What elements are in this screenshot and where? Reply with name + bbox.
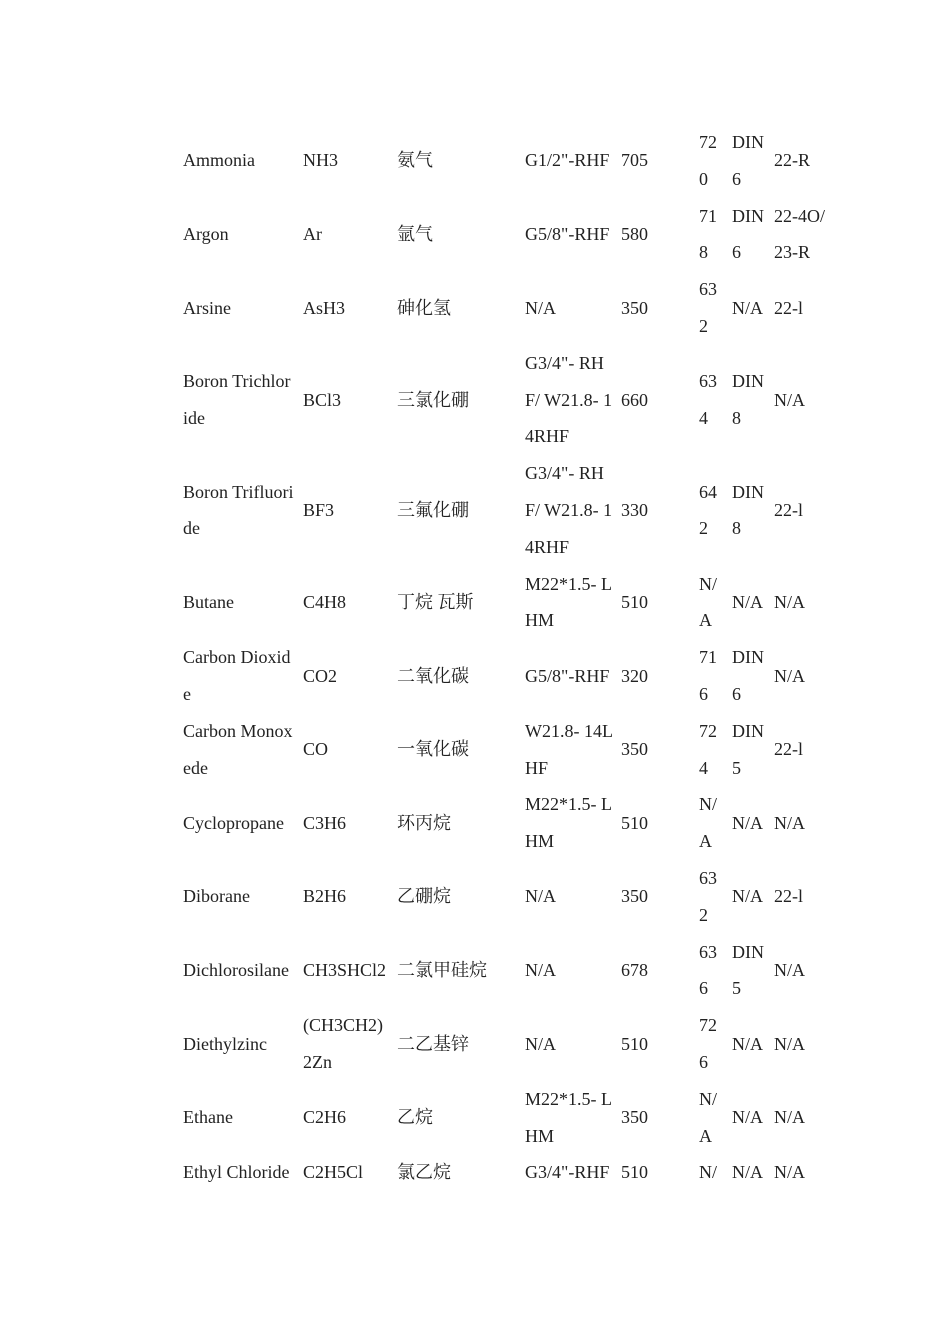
din-cell: N/A (732, 1107, 763, 1128)
din-cell: DIN 5 (732, 720, 764, 778)
connection-cell: G5/8"-RHF (525, 665, 610, 686)
formula-cell: B2H6 (303, 886, 347, 907)
reference-cell: N/A (774, 1033, 805, 1054)
reference-cell: 22-4O/ 23-R (774, 205, 825, 263)
cga-cell: N/ A (699, 573, 717, 631)
chinese-name-cell: 乙硼烷 (397, 886, 451, 907)
cga-cell: 718 (699, 205, 717, 263)
formula-cell: Ar (303, 223, 322, 244)
connection-cell: N/A (525, 886, 556, 907)
formula-cell: C2H6 (303, 1107, 347, 1128)
gas-name-cell: Ethane (183, 1107, 233, 1128)
pressure-cell: 510 (621, 1033, 648, 1054)
din-cell: N/A (732, 886, 763, 907)
pressure-cell: 350 (621, 1107, 648, 1128)
chinese-name-cell: 乙烷 (397, 1107, 433, 1128)
table-row (179, 455, 836, 565)
table-row (179, 1007, 836, 1081)
din-cell: N/A (732, 812, 763, 833)
connection-cell: G3/4"- RHF/ W21.8- 14RHF (525, 463, 613, 557)
table-row (179, 566, 836, 640)
gas-name-cell: Butane (183, 591, 234, 612)
formula-cell: CO2 (303, 665, 338, 686)
chinese-name-cell: 氯乙烷 (397, 1162, 451, 1183)
formula-cell: BF3 (303, 499, 335, 520)
connection-cell: G3/4"-RHF (525, 1162, 610, 1183)
reference-cell: N/A (774, 959, 805, 980)
reference-cell: N/A (774, 665, 805, 686)
formula-cell: BCl3 (303, 389, 342, 410)
formula-cell: CO (303, 739, 329, 760)
pressure-cell: 510 (621, 1162, 648, 1183)
cga-cell: 632 (699, 279, 717, 336)
reference-cell: 22-l (774, 886, 803, 907)
gas-name-cell: Argon (183, 223, 229, 244)
table-row (179, 934, 836, 1008)
cga-cell: 634 (699, 371, 717, 428)
reference-cell: N/A (774, 591, 805, 612)
gas-name-cell: Diborane (183, 886, 250, 907)
chinese-name-cell: 三氟化硼 (397, 499, 469, 520)
reference-cell: N/A (774, 389, 805, 410)
table-row (179, 713, 836, 787)
table-row (179, 1081, 836, 1155)
din-cell: N/A (732, 297, 763, 318)
table-row (179, 1154, 836, 1191)
chinese-name-cell: 环丙烷 (397, 812, 451, 833)
pressure-cell: 350 (621, 297, 648, 318)
cga-cell: N/ A (699, 794, 717, 852)
formula-cell: C3H6 (303, 812, 347, 833)
chinese-name-cell: 氨气 (397, 150, 433, 171)
connection-cell: M22*1.5- LHM (525, 573, 612, 631)
din-cell: N/A (732, 1033, 763, 1054)
reference-cell: N/A (774, 1107, 805, 1128)
gas-name-cell: Boron Trifluoride (183, 481, 294, 539)
gas-name-cell: Carbon Monoxede (183, 720, 293, 778)
table-row (179, 271, 836, 345)
cga-cell: 636 (699, 941, 717, 999)
pressure-cell: 320 (621, 665, 648, 686)
connection-cell: G3/4"- RHF/ W21.8- 14RHF (525, 352, 613, 447)
pressure-cell: 350 (621, 739, 648, 760)
din-cell: DIN 8 (732, 371, 764, 428)
table-row (179, 198, 836, 272)
chinese-name-cell: 二氧化碳 (397, 665, 469, 686)
gas-connection-table (179, 124, 836, 1191)
din-cell: DIN 6 (732, 132, 764, 189)
cga-cell: 716 (699, 647, 717, 704)
connection-cell: M22*1.5- LHM (525, 1088, 612, 1146)
reference-cell: 22-l (774, 739, 803, 760)
table-row (179, 345, 836, 455)
pressure-cell: 660 (621, 389, 648, 410)
reference-cell: 22-l (774, 499, 803, 520)
reference-cell: 22-R (774, 150, 810, 171)
din-cell: DIN 5 (732, 941, 764, 999)
table-row (179, 860, 836, 934)
gas-name-cell: Ammonia (183, 150, 255, 171)
chinese-name-cell: 二乙基锌 (397, 1033, 469, 1054)
gas-name-cell: Cyclopropane (183, 812, 284, 833)
formula-cell: C2H5Cl (303, 1162, 364, 1183)
pressure-cell: 580 (621, 223, 648, 244)
table-row (179, 639, 836, 713)
cga-cell: N/ (699, 1162, 717, 1183)
cga-cell: 632 (699, 867, 717, 925)
table-row (179, 786, 836, 860)
gas-name-cell: Dichlorosilane (183, 959, 289, 980)
din-cell: DIN 8 (732, 481, 764, 539)
chinese-name-cell: 三氯化硼 (397, 389, 469, 410)
reference-cell: N/A (774, 1162, 805, 1183)
pressure-cell: 678 (621, 959, 648, 980)
cga-cell: 720 (699, 132, 717, 189)
chinese-name-cell: 二氯甲硅烷 (397, 959, 487, 980)
formula-cell: C4H8 (303, 591, 347, 612)
gas-name-cell: Diethylzinc (183, 1033, 267, 1054)
connection-cell: M22*1.5- LHM (525, 794, 612, 852)
din-cell: DIN 6 (732, 647, 764, 704)
din-cell: N/A (732, 591, 763, 612)
formula-cell: CH3SHCl2 (303, 959, 387, 980)
chinese-name-cell: 一氧化碳 (397, 739, 469, 760)
pressure-cell: 510 (621, 812, 648, 833)
din-cell: DIN 6 (732, 205, 764, 263)
connection-cell: N/A (525, 297, 556, 318)
table-body (179, 124, 836, 1191)
formula-cell: (CH3CH2) 2Zn (303, 1015, 383, 1072)
connection-cell: G1/2"-RHF (525, 150, 610, 171)
chinese-name-cell: 丁烷 瓦斯 (397, 591, 474, 612)
din-cell: N/A (732, 1162, 763, 1183)
cga-cell: N/ A (699, 1088, 717, 1146)
chinese-name-cell: 砷化氢 (397, 297, 451, 318)
gas-name-cell: Carbon Dioxide (183, 647, 291, 704)
formula-cell: NH3 (303, 150, 338, 171)
pressure-cell: 330 (621, 499, 648, 520)
gas-name-cell: Ethyl Chloride (183, 1162, 290, 1183)
connection-cell: W21.8- 14LHF (525, 720, 613, 778)
cga-cell: 726 (699, 1015, 717, 1072)
pressure-cell: 510 (621, 591, 648, 612)
gas-name-cell: Boron Trichloride (183, 371, 291, 428)
connection-cell: N/A (525, 1033, 556, 1054)
table-row (179, 124, 836, 198)
cga-cell: 724 (699, 720, 717, 778)
connection-cell: G5/8"-RHF (525, 223, 610, 244)
gas-name-cell: Arsine (183, 297, 231, 318)
chinese-name-cell: 氩气 (397, 223, 433, 244)
pressure-cell: 350 (621, 886, 648, 907)
reference-cell: 22-l (774, 297, 803, 318)
reference-cell: N/A (774, 812, 805, 833)
cga-cell: 642 (699, 481, 717, 539)
pressure-cell: 705 (621, 150, 648, 171)
connection-cell: N/A (525, 959, 556, 980)
formula-cell: AsH3 (303, 297, 346, 318)
